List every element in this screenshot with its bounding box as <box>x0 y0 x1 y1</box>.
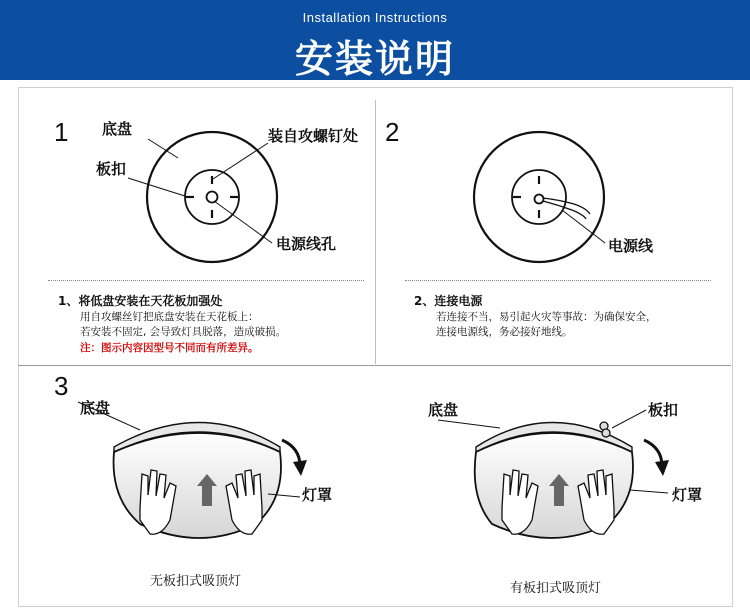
step-2-title: 2、连接电源 <box>414 294 483 308</box>
step-1-desc-line2: 若安装不固定, 会导致灯具脱落，造成破损。 <box>80 326 287 338</box>
header-subtitle: Installation Instructions <box>302 10 448 25</box>
label-power-wire: 电源线 <box>608 237 654 255</box>
base-plate-diagram <box>128 132 277 262</box>
step-1-desc-line1: 用自攻螺丝钉把底盘安装在天花板上： <box>80 311 259 323</box>
label-clip-right: 板扣 <box>648 401 679 419</box>
step-number-1: 1 <box>54 117 69 147</box>
lamp-without-clip <box>78 402 307 538</box>
power-wire-diagram <box>474 132 605 262</box>
label-base-plate-left: 底盘 <box>80 399 111 417</box>
caption-clip-lamp: 有板扣式吸顶灯 <box>510 581 602 596</box>
label-shade-right: 灯罩 <box>672 486 703 504</box>
step-2-desc-line2: 连接电源线，务必接好地线。 <box>436 326 573 338</box>
label-shade-left: 灯罩 <box>302 486 333 504</box>
step-number-3: 3 <box>54 371 69 401</box>
caption-no-clip-lamp: 无板扣式吸顶灯 <box>150 574 242 589</box>
label-base-plate-right: 底盘 <box>428 401 459 419</box>
step-number-2: 2 <box>385 117 400 147</box>
label-screw-position: 装自攻螺钉处 <box>268 127 359 145</box>
header-title: 安装说明 <box>294 37 455 81</box>
lamp-with-clip <box>438 410 669 538</box>
label-clip: 板扣 <box>96 160 127 178</box>
label-base-plate: 底盘 <box>102 120 133 138</box>
label-power-hole: 电源线孔 <box>276 235 337 253</box>
step-1-note: 注：图示内容因型号不同而有所差异。 <box>80 342 259 354</box>
step-2-desc-line1: 若连接不当，易引起火灾等事故：为确保安全， <box>436 311 657 323</box>
step-1-title: 1、将低盘安装在天花板加强处 <box>58 294 223 308</box>
